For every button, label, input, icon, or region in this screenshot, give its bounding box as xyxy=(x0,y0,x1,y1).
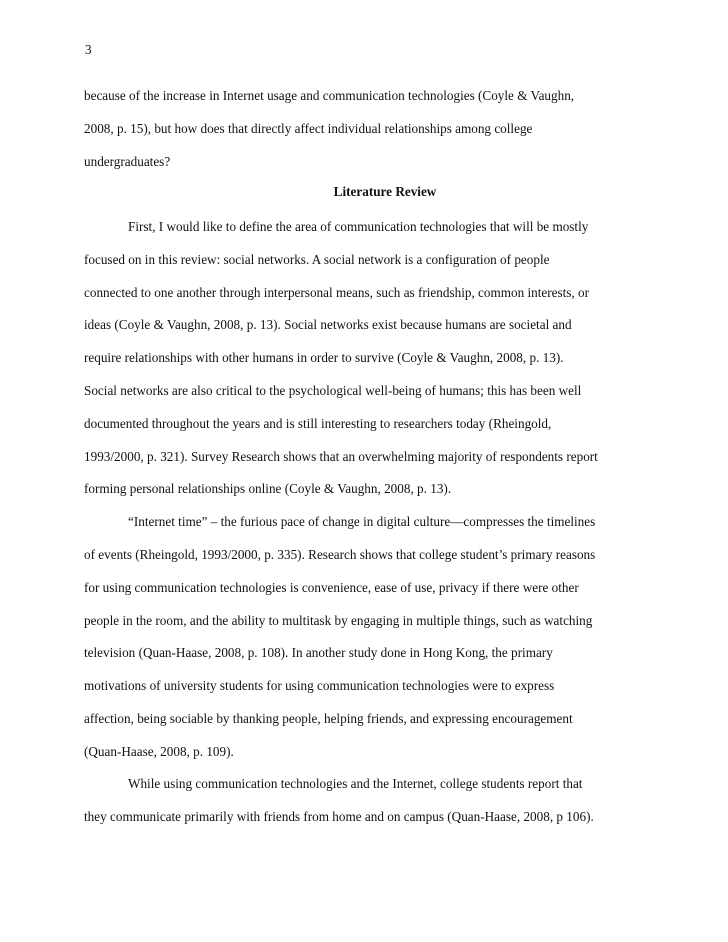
page-number: 3 xyxy=(85,42,92,57)
text-line: “Internet time” – the furious pace of change in digital culture—compresses the timelines xyxy=(128,514,596,529)
text-line: of events (Rheingold, 1993/2000, p. 335). Research shows that college student’s primary reasons xyxy=(84,547,596,562)
text-line: 1993/2000, p. 321). Survey Research shows that an overwhelming majority of respondents report xyxy=(84,449,598,464)
text-line: While using communication technologies and the Internet, college students report that xyxy=(128,776,583,791)
text-line: television (Quan-Haase, 2008, p. 108). In another study done in Hong Kong, the primary xyxy=(84,645,553,660)
text-line: First, I would like to define the area of communication technologies that will be mostly xyxy=(128,219,589,234)
text-line: Social networks are also critical to the psychological well-being of humans; this has been well xyxy=(84,383,582,398)
text-line: affection, being sociable by thanking people, helping friends, and expressing encouragement xyxy=(84,711,573,726)
text-line: people in the room, and the ability to multitask by engaging in multiple things, such as watching xyxy=(84,613,593,628)
text-line: connected to one another through interpersonal means, such as friendship, common interests, or xyxy=(84,285,590,300)
text-line: for using communication technologies is convenience, ease of use, privacy if there were other xyxy=(84,580,579,595)
text-line: because of the increase in Internet usage and communication technologies (Coyle & Vaughn, xyxy=(84,88,575,103)
text-line: 2008, p. 15), but how does that directly affect individual relationships among college xyxy=(84,121,533,136)
text-line: forming personal relationships online (Coyle & Vaughn, 2008, p. 13). xyxy=(84,481,452,496)
section-heading: Literature Review xyxy=(333,184,437,199)
text-line: motivations of university students for using communication technologies were to express xyxy=(84,678,555,693)
text-line: they communicate primarily with friends from home and on campus (Quan-Haase, 2008, p 106). xyxy=(84,809,594,824)
text-line: ideas (Coyle & Vaughn, 2008, p. 13). Social networks exist because humans are societal and xyxy=(84,317,572,332)
text-line: documented throughout the years and is still interesting to researchers today (Rheingold, xyxy=(84,416,552,431)
text-line: undergraduates? xyxy=(84,154,171,169)
text-line: require relationships with other humans in order to survive (Coyle & Vaughn, 2008, p. 13). xyxy=(84,350,564,365)
text-line: focused on in this review: social networks. A social network is a configuration of people xyxy=(84,252,550,267)
text-line: (Quan-Haase, 2008, p. 109). xyxy=(84,744,234,759)
